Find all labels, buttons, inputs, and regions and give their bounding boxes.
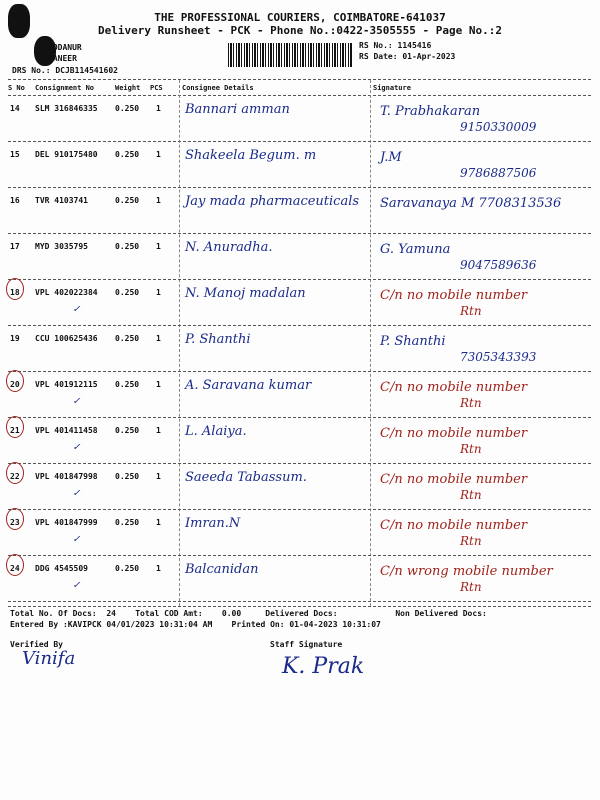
row-consignment-no: DEL 910175480 <box>35 150 98 159</box>
row-signature-line-1: J.M <box>380 150 402 165</box>
row-pcs: 1 <box>156 288 161 297</box>
row-signature-line-2: 9047589636 <box>460 258 537 272</box>
row-signature-line-2: Rtn <box>460 534 482 548</box>
verified-signature: Vinifa <box>22 648 76 669</box>
row-signature-line-1: P. Shanthi <box>380 334 446 349</box>
row-weight: 0.250 <box>115 334 140 343</box>
row-consignment-no: TVR 4103741 <box>35 196 88 205</box>
row-signature-line-1: C/n wrong mobile number <box>380 564 553 579</box>
row-sno: 15 <box>10 150 20 159</box>
row-sno: 21 <box>10 426 20 435</box>
row-consignee: Jay mada pharmaceuticals <box>185 194 360 209</box>
row-consignment-no: VPL 401411458 <box>35 426 98 435</box>
row-signature-line-1: G. Yamuna <box>380 242 451 257</box>
row-signature-line-2: Rtn <box>460 580 482 594</box>
col-pcs: PCS <box>150 84 163 92</box>
row-pcs: 1 <box>156 104 161 113</box>
drs-number: DCJB114541602 <box>55 66 118 75</box>
row-weight: 0.250 <box>115 518 140 527</box>
row-sno: 17 <box>10 242 20 251</box>
totals-line: Total No. Of Docs: 24 Total COD Amt: 0.00 Delivered Docs: Non Delivered Docs: <box>10 609 487 618</box>
row-divider <box>8 371 591 372</box>
check-mark-icon: ✓ <box>73 440 80 453</box>
row-signature-line-1: C/n no mobile number <box>380 472 528 487</box>
table-row <box>0 144 600 190</box>
page-title: THE PROFESSIONAL COURIERS, COIMBATORE-641037 <box>154 11 446 24</box>
row-divider <box>8 233 591 234</box>
entered-line: Entered By :KAVIPCK 04/01/2023 10:31:04 AM Printed On: 01-04-2023 10:31:07 <box>10 620 381 629</box>
row-pcs: 1 <box>156 150 161 159</box>
table-row <box>0 236 600 282</box>
verified-label: Verified By <box>10 640 63 649</box>
row-consignee: Bannari amman <box>185 102 290 117</box>
row-consignment-no: VPL 401847998 <box>35 472 98 481</box>
row-divider <box>8 187 591 188</box>
row-consignment-no: MYD 3035795 <box>35 242 88 251</box>
row-signature-line-2: 9786887506 <box>460 166 537 180</box>
row-divider <box>8 417 591 418</box>
row-signature-line-1: Saravanaya M 7708313536 <box>380 196 562 211</box>
row-weight: 0.250 <box>115 104 140 113</box>
row-signature-line-2: Rtn <box>460 396 482 410</box>
check-mark-icon: ✓ <box>73 532 80 545</box>
table-bottom-rule <box>8 606 591 607</box>
row-consignee: N. Manoj madalan <box>185 286 306 301</box>
branch-line-2: PANEER <box>48 54 77 63</box>
row-sno: 23 <box>10 518 20 527</box>
row-consignee: Saeeda Tabassum. <box>185 470 307 485</box>
row-signature-line-2: Rtn <box>460 442 482 456</box>
row-weight: 0.250 <box>115 472 140 481</box>
drs-number-row <box>12 66 118 75</box>
row-consignee: Balcanidan <box>185 562 259 577</box>
row-divider <box>8 555 591 556</box>
row-consignment-no: DDG 4545509 <box>35 564 88 573</box>
row-divider <box>8 509 591 510</box>
barcode <box>228 43 353 67</box>
table-row <box>0 98 600 144</box>
rs-date: 01-Apr-2023 <box>402 52 456 61</box>
check-mark-icon: ✓ <box>73 394 80 407</box>
branch-line-1: PODANUR <box>48 43 82 52</box>
row-divider <box>8 141 591 142</box>
row-weight: 0.250 <box>115 564 140 573</box>
row-signature-line-1: C/n no mobile number <box>380 380 528 395</box>
col-signature: Signature <box>373 84 411 92</box>
col-consignment: Consignment No <box>35 84 95 92</box>
page-subtitle: Delivery Runsheet - PCK - Phone No.:0422-3505555 - Page No.:2 <box>98 24 502 37</box>
row-consignment-no: VPL 402022384 <box>35 288 98 297</box>
col-consignee: Consignee Details <box>182 84 254 92</box>
check-mark-icon: ✓ <box>73 486 80 499</box>
staff-signature-label: Staff Signature <box>270 640 343 649</box>
table-row <box>0 512 600 558</box>
row-sno: 14 <box>10 104 20 113</box>
table-row <box>0 190 600 236</box>
rs-date-label: RS Date: <box>359 52 398 61</box>
row-sno: 20 <box>10 380 20 389</box>
row-divider <box>8 325 591 326</box>
row-consignment-no: VPL 401847999 <box>35 518 98 527</box>
table-header-rule <box>8 95 591 96</box>
row-pcs: 1 <box>156 334 161 343</box>
check-mark-icon: ✓ <box>73 302 80 315</box>
row-signature-line-1: C/n no mobile number <box>380 288 528 303</box>
row-signature-line-2: 7305343393 <box>460 350 537 364</box>
row-sno: 16 <box>10 196 20 205</box>
table-top-rule <box>8 79 591 80</box>
row-weight: 0.250 <box>115 380 140 389</box>
row-weight: 0.250 <box>115 242 140 251</box>
row-consignee: A. Saravana kumar <box>185 378 312 393</box>
row-divider <box>8 601 591 602</box>
row-sno: 19 <box>10 334 20 343</box>
row-sno: 24 <box>10 564 20 573</box>
row-consignee: L. Alaiya. <box>185 424 247 439</box>
row-divider <box>8 279 591 280</box>
row-consignment-no: SLM 316846335 <box>35 104 98 113</box>
row-consignee: N. Anuradha. <box>185 240 273 255</box>
row-signature-line-2: 9150330009 <box>460 120 537 134</box>
table-row <box>0 420 600 466</box>
table-row <box>0 282 600 328</box>
row-consignee: Imran.N <box>185 516 241 531</box>
row-signature-line-1: C/n no mobile number <box>380 426 528 441</box>
row-signature-line-2: Rtn <box>460 488 482 502</box>
col-sno: S No <box>8 84 25 92</box>
row-signature-line-2: Rtn <box>460 304 482 318</box>
row-weight: 0.250 <box>115 288 140 297</box>
row-weight: 0.250 <box>115 426 140 435</box>
col-weight: Weight <box>115 84 141 92</box>
rs-no-label: RS No.: <box>359 41 393 50</box>
row-pcs: 1 <box>156 380 161 389</box>
row-pcs: 1 <box>156 472 161 481</box>
row-consignment-no: VPL 401912115 <box>35 380 98 389</box>
drs-label: DRS No.: <box>12 66 51 75</box>
row-signature-line-1: T. Prabhakaran <box>380 104 481 119</box>
rs-no-row <box>359 41 431 50</box>
row-pcs: 1 <box>156 564 161 573</box>
staff-signature: K. Prak <box>282 654 365 679</box>
row-consignee: P. Shanthi <box>185 332 251 347</box>
row-pcs: 1 <box>156 518 161 527</box>
row-signature-line-1: C/n no mobile number <box>380 518 528 533</box>
rs-date-row <box>359 52 455 61</box>
table-row <box>0 328 600 374</box>
row-pcs: 1 <box>156 426 161 435</box>
rs-no: 1145416 <box>397 41 432 50</box>
row-sno: 22 <box>10 472 20 481</box>
row-consignment-no: CCU 100625436 <box>35 334 98 343</box>
table-row <box>0 466 600 512</box>
row-sno: 18 <box>10 288 20 297</box>
row-pcs: 1 <box>156 242 161 251</box>
row-weight: 0.250 <box>115 150 140 159</box>
row-weight: 0.250 <box>115 196 140 205</box>
table-row <box>0 374 600 420</box>
row-pcs: 1 <box>156 196 161 205</box>
table-row <box>0 558 600 604</box>
row-divider <box>8 463 591 464</box>
check-mark-icon: ✓ <box>73 578 80 591</box>
row-consignee: Shakeela Begum. m <box>185 148 317 163</box>
